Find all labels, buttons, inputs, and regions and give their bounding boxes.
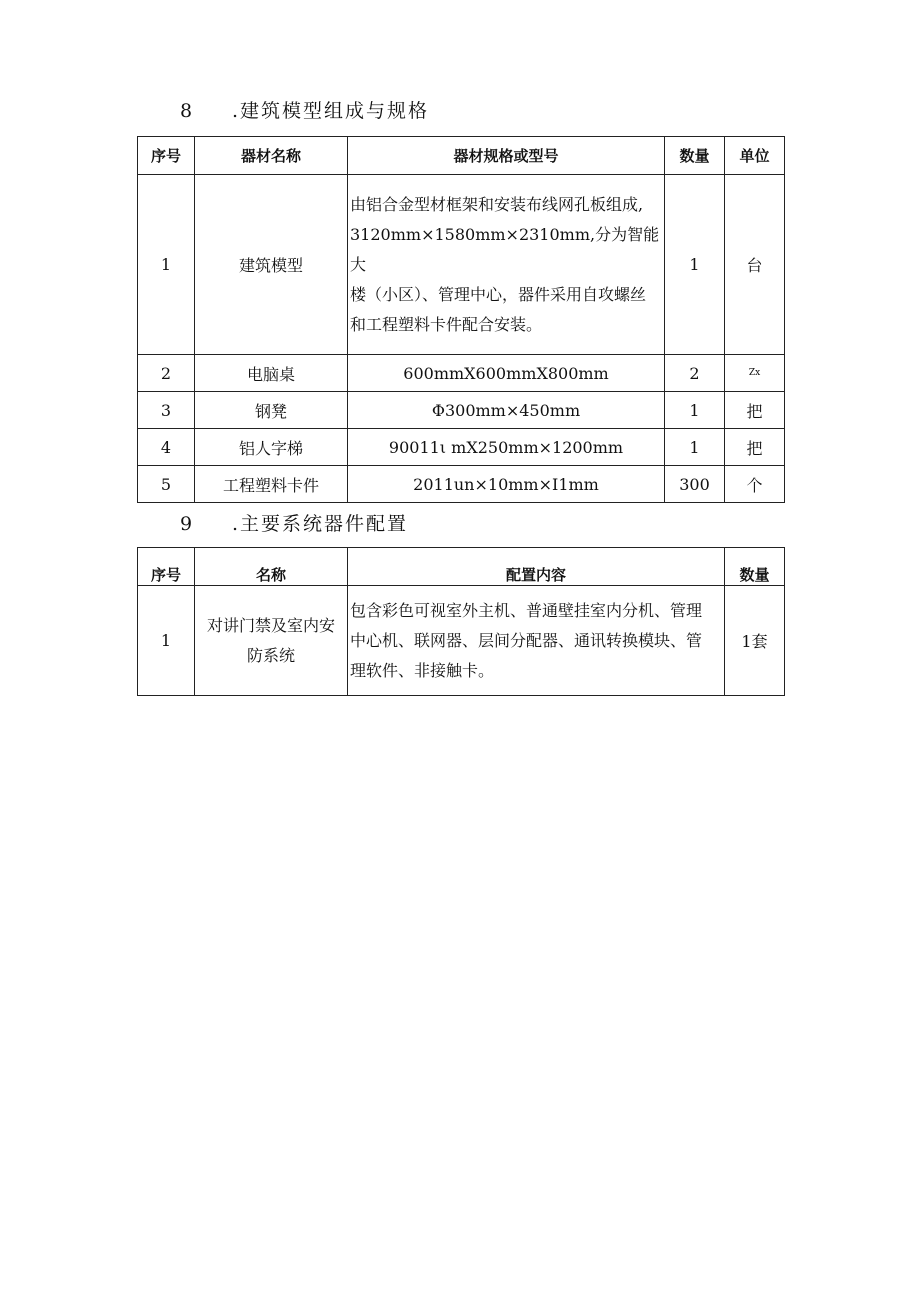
row-qty: 1 bbox=[665, 175, 725, 355]
row-qty: 2 bbox=[665, 355, 725, 392]
row-no: 1 bbox=[138, 175, 195, 355]
row-qty: 1 bbox=[665, 392, 725, 429]
col-header-no: 序号 bbox=[138, 548, 195, 586]
table-row bbox=[138, 175, 785, 355]
section-9-title: .主要系统器件配置 bbox=[232, 513, 409, 535]
table-header-row bbox=[138, 548, 785, 586]
row-no: 5 bbox=[138, 466, 195, 503]
section-8-title: .建筑模型组成与规格 bbox=[232, 100, 430, 122]
row-spec: 90011ι mX250mm×1200mm bbox=[348, 429, 665, 466]
row-spec bbox=[348, 175, 665, 355]
table-header-row bbox=[138, 137, 785, 175]
section-9-number: 9 bbox=[180, 513, 195, 535]
row-unit: 把 bbox=[725, 429, 785, 466]
row-spec: 600mmX600mmX800mm bbox=[348, 355, 665, 392]
row-unit: 台 bbox=[725, 175, 785, 355]
col-header-qty: 数量 bbox=[725, 548, 785, 586]
name-line: 对讲门禁及室内安 bbox=[206, 615, 335, 635]
row-name bbox=[195, 586, 348, 696]
row-unit: 把 bbox=[725, 392, 785, 429]
table-row bbox=[138, 392, 785, 429]
table-row bbox=[138, 466, 785, 503]
row-no: 4 bbox=[138, 429, 195, 466]
row-unit: Zx bbox=[725, 355, 785, 392]
row-spec: Φ300mm×450mm bbox=[348, 392, 665, 429]
row-unit: 个 bbox=[725, 466, 785, 503]
col-header-spec: 器材规格或型号 bbox=[348, 137, 665, 175]
content-line: 中心机、联网器、层间分配器、通讯转换模块、管 bbox=[350, 630, 703, 650]
row-name: 建筑模型 bbox=[195, 175, 348, 355]
row-no: 2 bbox=[138, 355, 195, 392]
col-header-name: 器材名称 bbox=[195, 137, 348, 175]
spec-line: 由铝合金型材框架和安装布线网孔板组成, bbox=[350, 194, 644, 214]
row-content bbox=[348, 586, 725, 696]
equipment-spec-table bbox=[137, 136, 785, 503]
content-line: 理软件、非接触卡。 bbox=[350, 660, 495, 680]
section-8-number: 8 bbox=[180, 100, 195, 122]
spec-line: 楼（小区）、管理中心，器件采用自攻螺丝 bbox=[350, 284, 647, 304]
row-no: 1 bbox=[138, 586, 195, 696]
section-9-heading bbox=[180, 509, 408, 536]
spec-line: 3120mm×1580mm×2310mm,分为智能大 bbox=[350, 224, 660, 274]
row-name: 电脑桌 bbox=[195, 355, 348, 392]
row-qty: 300 bbox=[665, 466, 725, 503]
col-header-name: 名称 bbox=[195, 548, 348, 586]
col-header-no: 序号 bbox=[138, 137, 195, 175]
content-line: 包含彩色可视室外主机、普通壁挂室内分机、管理 bbox=[350, 600, 703, 620]
spec-line: 和工程塑料卡件配合安装。 bbox=[350, 314, 543, 334]
system-config-table bbox=[137, 547, 785, 696]
row-qty: 1 bbox=[665, 429, 725, 466]
col-header-unit: 单位 bbox=[725, 137, 785, 175]
row-name: 钢凳 bbox=[195, 392, 348, 429]
name-line: 防系统 bbox=[246, 645, 295, 665]
table-row bbox=[138, 429, 785, 466]
col-header-qty: 数量 bbox=[665, 137, 725, 175]
row-no: 3 bbox=[138, 392, 195, 429]
section-8-heading bbox=[180, 96, 429, 123]
row-qty: 1套 bbox=[725, 586, 785, 696]
table-row bbox=[138, 586, 785, 696]
row-name: 工程塑料卡件 bbox=[195, 466, 348, 503]
table-row bbox=[138, 355, 785, 392]
row-spec: 2011un×10mm×I1mm bbox=[348, 466, 665, 503]
row-name: 铝人字梯 bbox=[195, 429, 348, 466]
col-header-content: 配置内容 bbox=[348, 548, 725, 586]
